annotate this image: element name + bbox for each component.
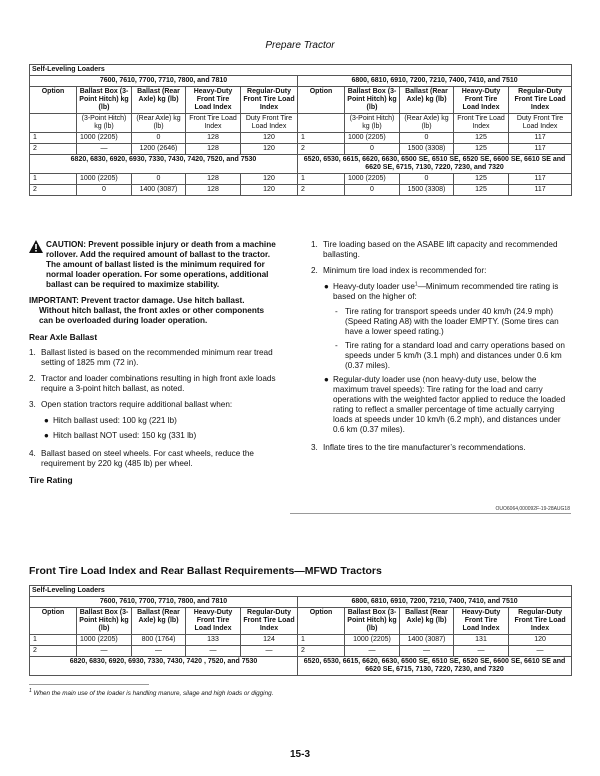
group-heading: 7600, 7610, 7700, 7710, 7800, and 7810	[30, 597, 298, 608]
cell: —	[241, 646, 298, 657]
cell: 128	[186, 174, 241, 185]
list-item	[311, 443, 569, 453]
cell: —	[77, 646, 132, 657]
dash-marker: -	[335, 341, 338, 350]
cell: 1500 (3308)	[400, 144, 454, 155]
item-number: 3.	[311, 443, 318, 452]
cell: 1500 (3308)	[400, 185, 454, 196]
cell: 1	[30, 133, 77, 144]
cell: 1	[298, 133, 345, 144]
bullet-icon: ●	[324, 282, 329, 291]
list-item	[29, 374, 277, 394]
bullet-text: Hitch ballast NOT used: 150 kg (331 lb)	[53, 431, 197, 440]
item-number: 1.	[311, 240, 318, 249]
cell: 128	[186, 133, 241, 144]
caution-notice	[29, 240, 277, 290]
cell: 125	[454, 144, 509, 155]
column-header: Regular-Duty Front Tire Load Index	[509, 608, 572, 635]
dash-text: Tire rating for a standard load and carry operations based on speeds under 5 km/h (3.1 mph) and distances under 0.6 km (0.37 miles).	[345, 341, 565, 370]
item-text: Tractor and loader combinations resulting in high front axle loads require a 3-point hitch ballast, as noted.	[41, 374, 276, 393]
cell: 0	[400, 174, 454, 185]
column-header: Option	[30, 608, 77, 635]
item-number: 2.	[29, 374, 36, 383]
cell: 117	[509, 133, 572, 144]
list-item	[29, 400, 277, 410]
ballast-table-1	[29, 64, 572, 196]
dash-text: Tire rating for transport speeds under 40 km/h (24.9 mph) (Speed Rating A8) with the loader EMPTY. (Some tires can have a lower speed rating.)	[345, 307, 559, 336]
group-heading: 6520, 6530, 6615, 6620, 6630, 6500 SE, 6510 SE, 6520 SE, 6600 SE, 6610 SE and 6620 SE, 6715, 7130, 7220, 7230, and 7320	[298, 657, 572, 676]
cell: 125	[454, 133, 509, 144]
cell: 128	[186, 185, 241, 196]
column-header: Ballast Box (3-Point Hitch) kg (lb)	[345, 87, 400, 114]
cell: 0	[132, 133, 186, 144]
column-header: Regular-Duty Front Tire Load Index	[241, 608, 298, 635]
cell: —	[400, 646, 454, 657]
table-row	[30, 174, 572, 185]
dash-item	[333, 307, 569, 337]
column-header: Heavy-Duty Front Tire Load Index	[186, 87, 241, 114]
cell: —	[77, 144, 132, 155]
item-text: Ballast based on steel wheels. For cast wheels, reduce the requirement by 220 kg (485 lb) per wheel.	[41, 449, 254, 468]
cell: 0	[77, 185, 132, 196]
left-column	[29, 240, 277, 491]
column-header: Heavy-Duty Front Tire Load Index	[186, 608, 241, 635]
cell: 0	[345, 144, 400, 155]
bullet-text: Hitch ballast used: 100 kg (221 lb)	[53, 416, 177, 425]
cell: 117	[509, 144, 572, 155]
column-header: Heavy-Duty Front Tire Load Index	[454, 608, 509, 635]
cell: 2	[298, 185, 345, 196]
column-subheader: (Rear Axle) kg (lb)	[132, 114, 186, 133]
group-heading: 6520, 6530, 6615, 6620, 6630, 6500 SE, 6510 SE, 6520 SE, 6600 SE, 6610 SE and 6620 SE, 6715, 7130, 7220, 7230, and 7320	[298, 155, 572, 174]
page-number: 15-3	[289, 749, 310, 760]
cell: 1	[30, 635, 77, 646]
table-label: Self-Leveling Loaders	[30, 65, 572, 76]
cell: 1000 (2205)	[345, 174, 400, 185]
column-header: Ballast Box (3-Point Hitch) kg (lb)	[345, 608, 400, 635]
cell: 1000 (2205)	[77, 174, 132, 185]
cell: 2	[298, 646, 345, 657]
item-number: 2.	[311, 266, 318, 275]
bullet-item	[41, 431, 277, 441]
column-header: Ballast (Rear Axle) kg (lb)	[400, 87, 454, 114]
table-row	[30, 144, 572, 155]
dash-marker: -	[335, 307, 338, 316]
cell: 117	[509, 174, 572, 185]
cell: 1200 (2646)	[132, 144, 186, 155]
item-number: 3.	[29, 400, 36, 409]
table-row	[30, 646, 572, 657]
cell: 1000 (2205)	[77, 635, 132, 646]
table-row	[30, 185, 572, 196]
cell: 1000 (2205)	[77, 133, 132, 144]
column-subheader: Duty Front Tire Load Index	[509, 114, 572, 133]
column-header: Ballast (Rear Axle) kg (lb)	[132, 608, 186, 635]
column-header: Regular-Duty Front Tire Load Index	[241, 87, 298, 114]
group-heading: 6800, 6810, 6910, 7200, 7210, 7400, 7410, and 7510	[298, 76, 572, 87]
footnote-text: When the main use of the loader is handling manure, silage and high loads or digging.	[33, 690, 274, 697]
column-subheader: Front Tire Load Index	[454, 114, 509, 133]
cell: —	[132, 646, 186, 657]
empty-cell	[298, 114, 345, 133]
bullet-item	[321, 282, 569, 302]
column-header: Regular-Duty Front Tire Load Index	[509, 87, 572, 114]
cell: 0	[400, 133, 454, 144]
item-text: Open station tractors require additional ballast when:	[41, 400, 233, 409]
bullet-icon: ●	[44, 416, 49, 425]
cell: 0	[132, 174, 186, 185]
cell: 1400 (3087)	[400, 635, 454, 646]
tire-rating-heading: Tire Rating	[29, 475, 73, 485]
column-subheader: (3-Point Hitch) kg (lb)	[345, 114, 400, 133]
item-number: 1.	[29, 348, 36, 357]
cell: 117	[509, 185, 572, 196]
warning-triangle-icon	[29, 240, 43, 253]
cell: 131	[454, 635, 509, 646]
footnote	[29, 687, 274, 698]
cell: 1000 (2205)	[345, 635, 400, 646]
bullet-icon: ●	[324, 375, 329, 384]
column-header: Heavy-Duty Front Tire Load Index	[454, 87, 509, 114]
column-subheader: Front Tire Load Index	[186, 114, 241, 133]
item-number: 4.	[29, 449, 36, 458]
bullet-item	[321, 375, 569, 435]
page-header: Prepare Tractor	[265, 40, 335, 51]
cell: 1	[298, 635, 345, 646]
bullet-text: Heavy-duty loader use	[333, 282, 415, 291]
group-heading: 6820, 6830, 6920, 6930, 7330, 7430, 7420, 7520, and 7530	[30, 155, 298, 174]
list-item	[29, 348, 277, 368]
column-header: Ballast (Rear Axle) kg (lb)	[132, 87, 186, 114]
section-title: Front Tire Load Index and Rear Ballast Requirements—MFWD Tractors	[29, 565, 382, 577]
cell: 133	[186, 635, 241, 646]
cell: 2	[30, 185, 77, 196]
cell: 2	[30, 144, 77, 155]
column-header: Option	[30, 87, 77, 114]
column-header: Ballast Box (3-Point Hitch) kg (lb)	[77, 608, 132, 635]
ballast-table-2	[29, 585, 572, 676]
list-item	[29, 449, 277, 469]
column-subheader: (Rear Axle) kg (lb)	[400, 114, 454, 133]
item-text: Inflate tires to the tire manufacturer’s recommendations.	[323, 443, 526, 452]
table-row	[30, 133, 572, 144]
cell: 125	[454, 174, 509, 185]
right-column	[311, 240, 569, 459]
bullet-icon: ●	[44, 431, 49, 440]
list-item	[311, 266, 569, 276]
cell: 1000 (2205)	[345, 133, 400, 144]
cell: 120	[509, 635, 572, 646]
cell: 800 (1764)	[132, 635, 186, 646]
cell: 120	[241, 174, 298, 185]
footnote-marker: 1	[29, 687, 32, 694]
column-header: Option	[298, 608, 345, 635]
column-header: Option	[298, 87, 345, 114]
bullet-text-cont: —Minimum recommended tire rating is based on the higher of:	[333, 282, 559, 301]
table-label: Self-Leveling Loaders	[30, 586, 572, 597]
cell: —	[509, 646, 572, 657]
dash-item	[333, 341, 569, 371]
cell: 1	[298, 174, 345, 185]
column-header: Ballast Box (3-Point Hitch) kg (lb)	[77, 87, 132, 114]
table-row	[30, 635, 572, 646]
bullet-text: Regular-duty loader use (non heavy-duty use, below the maximum travel speeds): Tire rating for the load and carry operations with the weighted factor applied to reduce the loaded rating to reflect a smaller percentage of time actually carrying loads at speeds under 10 km/h (6.2 mph), and distances under 0.6 km (0.37 miles).	[333, 375, 566, 434]
cell: 0	[345, 185, 400, 196]
column-header: Ballast (Rear Axle) kg (lb)	[400, 608, 454, 635]
item-text: Ballast listed is based on the recommended minimum rear tread setting of 1825 mm (72 in).	[41, 348, 273, 367]
cell: —	[345, 646, 400, 657]
footnote-divider	[29, 684, 149, 685]
cell: 120	[241, 185, 298, 196]
cell: —	[186, 646, 241, 657]
item-text: Minimum tire load index is recommended for:	[323, 266, 487, 275]
rear-axle-heading: Rear Axle Ballast	[29, 332, 98, 342]
column-subheader: Duty Front Tire Load Index	[241, 114, 298, 133]
cell: 1	[30, 174, 77, 185]
bullet-item	[41, 416, 277, 426]
caution-text: CAUTION: Prevent possible injury or death from a machine rollover. Add the required amount of ballast to the tractor. The amount of ballast listed is the minimum required for normal loader operation. For some operations, additional ballast can be required to maximize stability.	[46, 240, 276, 289]
column-subheader: (3-Point Hitch) kg (lb)	[77, 114, 132, 133]
divider	[290, 513, 571, 514]
list-item	[311, 240, 569, 260]
important-notice: IMPORTANT: Prevent tractor damage. Use hitch ballast. Without hitch ballast, the front axles or other components can be overloaded during loader operation.	[29, 296, 265, 325]
group-heading: 6820, 6830, 6920, 6930, 7330, 7430, 7420 , 7520, and 7530	[30, 657, 298, 676]
group-heading: 7600, 7610, 7700, 7710, 7800, and 7810	[30, 76, 298, 87]
empty-cell	[30, 114, 77, 133]
group-heading: 6800, 6810, 6910, 7200, 7210, 7400, 7410, and 7510	[298, 597, 572, 608]
cell: 124	[241, 635, 298, 646]
cell: 1400 (3087)	[132, 185, 186, 196]
cell: 120	[241, 133, 298, 144]
cell: 125	[454, 185, 509, 196]
cell: 2	[30, 646, 77, 657]
cell: 128	[186, 144, 241, 155]
document-code: OUO6064,000092F-19-28AUG18	[495, 506, 570, 512]
cell: —	[454, 646, 509, 657]
item-text: Tire loading based on the ASABE lift capacity and recommended ballasting.	[323, 240, 558, 259]
footnote-marker: 1	[414, 281, 418, 288]
cell: 2	[298, 144, 345, 155]
cell: 120	[241, 144, 298, 155]
